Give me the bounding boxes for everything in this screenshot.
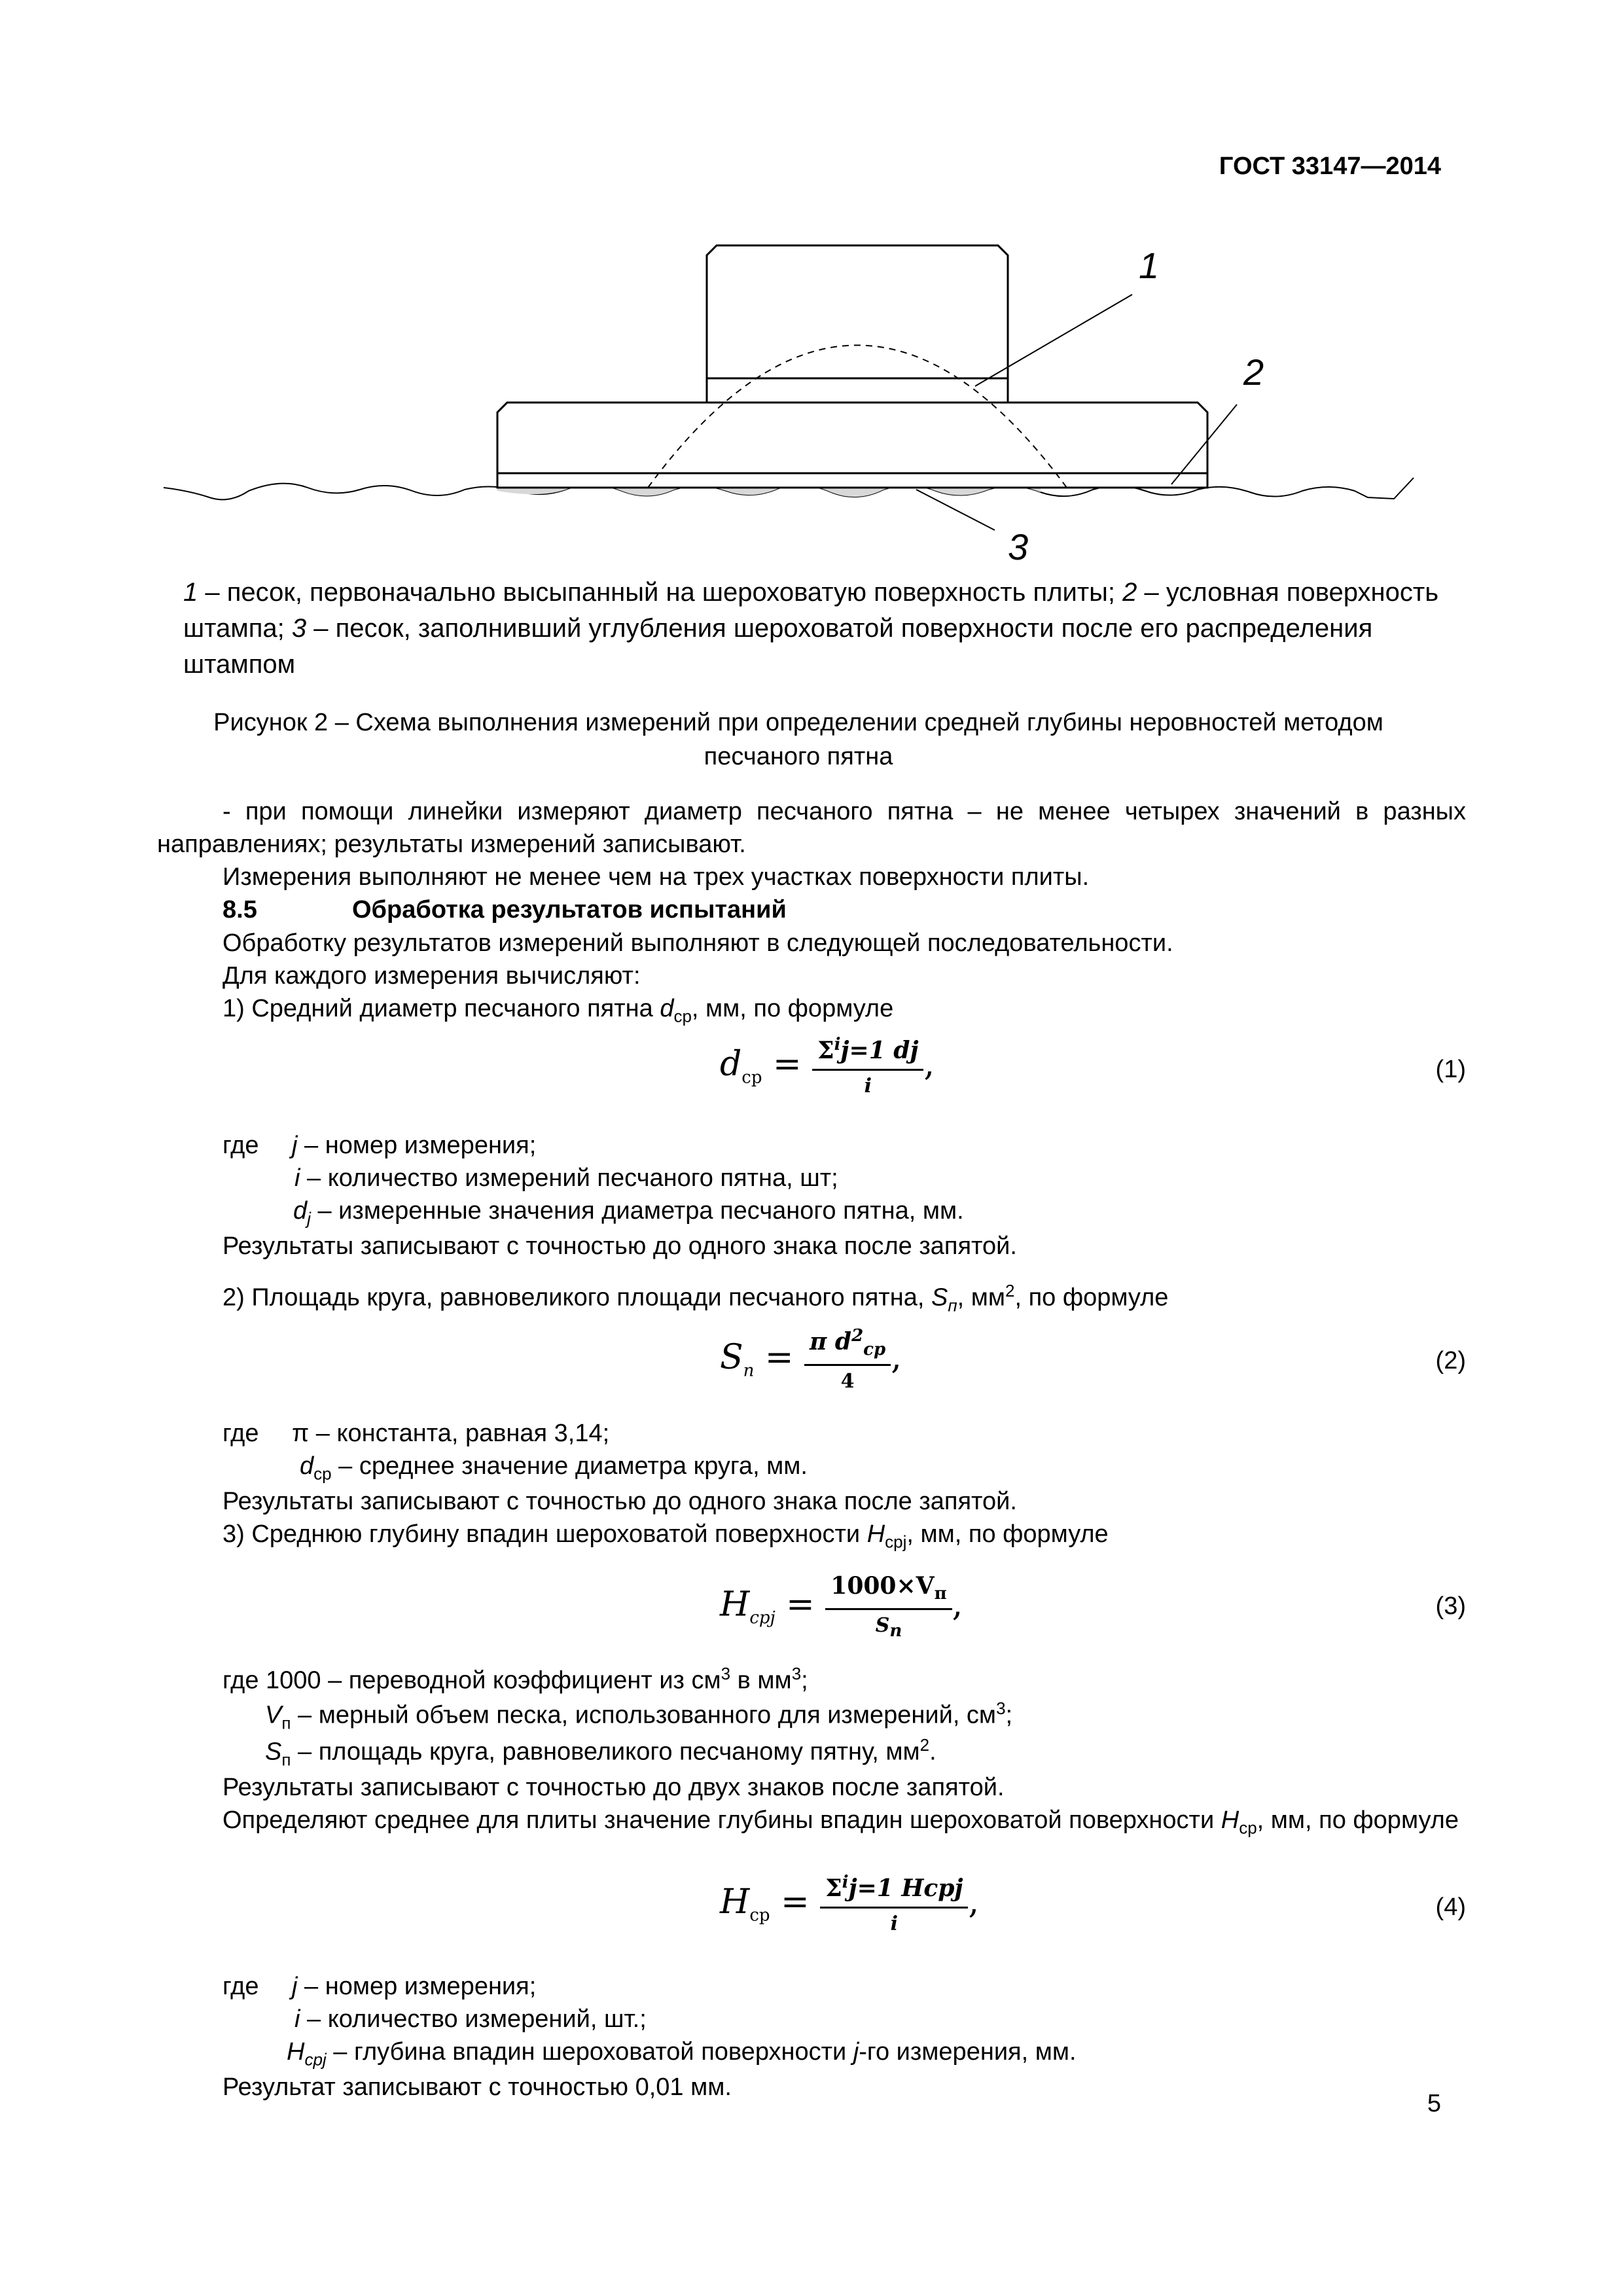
where-block-2: где π – константа, равная 3,14; $d_{ср}$ – среднее значение диаметра круга, мм. Результаты записывают с точностью до одного знака после запятой. 3) Среднюю глубину впадин шероховатой поверхности $H_{срj}$, мм, по формуле (223, 1420, 1109, 1552)
formula-3: $H_{cpj}$ = $\frac{1000\times V_п}{S_п}$ , (3) (720, 1572, 1466, 1641)
stamp-base (497, 403, 1207, 488)
figure-label-2: 2 (1243, 351, 1264, 393)
figure-legend: 1 – песок, первоначально высыпанный на шероховатую поверхность плиты; 2 – условная поверхность штампа; 3 – песок, заполнивший углубления шероховатой поверхности после его распределения штампом (183, 578, 1439, 679)
figure-label-3: 3 (1008, 526, 1029, 567)
where-block-1: где j – номер измерения; i – количество измерений песчаного пятна, шт; $d_j$ – измеренные значения диаметра песчаного пятна, мм. Результаты записывают с точностью до одного знака после запятой. (223, 1132, 1017, 1261)
formula-1: $d_{ср}$ = $\frac{\Sigma^ij=1 dj}{i}$ , (1) (720, 1035, 1466, 1098)
where-block-3: где 1000 – переводной коэффициент из $см^3$ в $мм^3$; $V_п$ – мерный объем песка, использованного для измерений, $см^3$; $S_п$ – площадь круга, равновеликого песчаному пятну, $мм^2$. Результаты записывают с точностью до двух знаков после запятой. Определяют среднее для плиты значение глубины впадин шероховатой поверхности $H_{ср}$, мм, по формуле (223, 1664, 1459, 1838)
paragraph: Для каждого измерения вычисляют: (223, 961, 641, 990)
figure-caption: Рисунок 2 – Схема выполнения измерений при определении средней глубины неровностей методом песчаного пятна (213, 709, 1383, 771)
formula-4: $H_{cp}$ = $\frac{\Sigma^ij=1 Hcpj}{i}$ , (4) (720, 1873, 1466, 1935)
figure-label-1: 1 (1139, 245, 1160, 286)
body-text (157, 795, 1466, 1028)
formula-2: $S_n$ = $\frac{\pi d^2_{cp}}{4}$ , (2) (720, 1326, 1466, 1393)
page-number: 5 (1427, 2090, 1441, 2117)
document-code: ГОСТ 33147—2014 (1219, 152, 1441, 180)
where-block-4: где j – номер измерения; i – количество измерений, шт.; $H_{срj}$ – глубина впадин шероховатой поверхности j-го измерения, мм. Результат записывают с точностью 0,01 мм. (223, 1973, 1077, 2102)
paragraph: 2) Площадь круга, равновеликого площади песчаного пятна, $S_п$, $мм^2$, по формуле (223, 1281, 1169, 1316)
paragraph: Измерения выполняют не менее чем на трех участках поверхности плиты. (223, 863, 1090, 891)
paragraph: - при помощи линейки измеряют диаметр песчаного пятна – не менее четырех значений в разных направлениях; результаты измерений записывают. (157, 798, 1466, 859)
measurement-diagram (151, 229, 1472, 569)
paragraph: 1) Средний диаметр песчаного пятна $d_{ср}$, мм, по формуле (223, 994, 894, 1026)
section-heading: 8.5 Обработка результатов испытаний (223, 896, 787, 924)
paragraph: Обработку результатов измерений выполняют в следующей последовательности. (223, 929, 1173, 957)
